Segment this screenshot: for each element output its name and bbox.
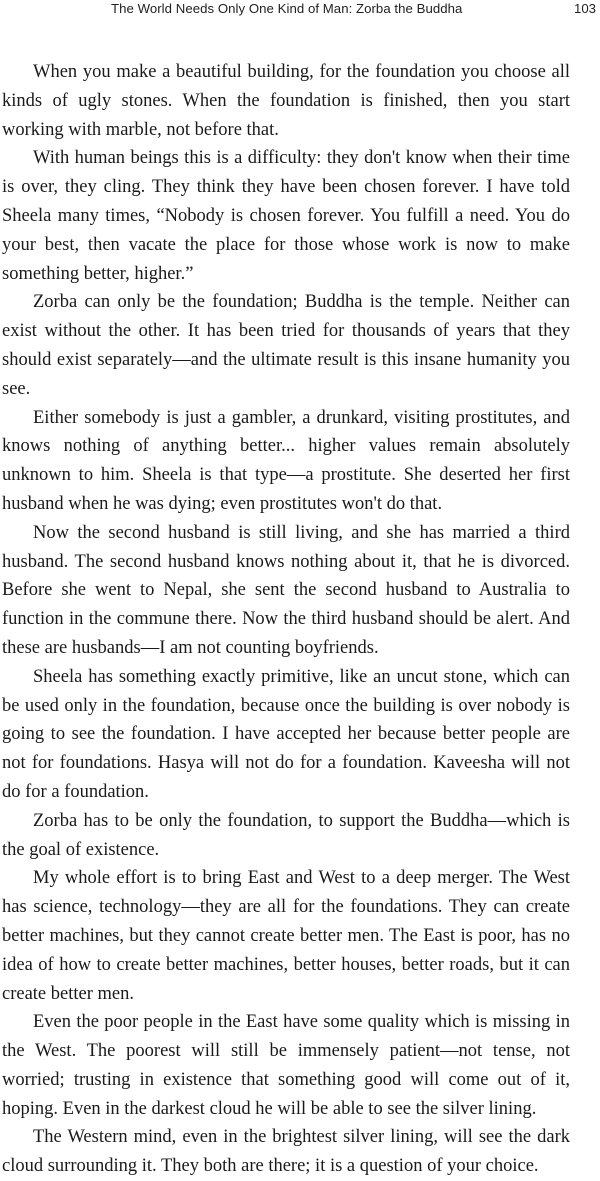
paragraph-2: With human beings this is a difficulty: they don't know when their time is over, they cling. They think they have been chosen forever. I have told Sheela many times, “Nobody is chosen forever. You fulfill a need. You do your best, then vacate the place for those whose work is now to make something better, higher.” — [2, 148, 570, 284]
paragraph-5: Now the second husband is still living, and she has married a third husband. The second husband knows nothing about it, that he is divorced. Before she went to Nepal, she sent the second husband to Australia to function in the commune there. Now the third husband should be alert. And these are husbands—I am not counting boyfriends. — [2, 522, 570, 658]
body-text — [2, 58, 570, 1181]
running-title: The World Needs Only One Kind of Man: Zorba the Buddha — [111, 1, 463, 16]
paragraph-9: Even the poor people in the East have some quality which is missing in the West. The poorest will still be immensely patient—not tense, not worried; trusting in existence that something good will come out of it, hoping. Even in the darkest cloud he will be able to see the silver lining. — [2, 1012, 570, 1119]
paragraph-7: Zorba has to be only the foundation, to support the Buddha—which is the goal of existence. — [2, 810, 570, 860]
paragraph-4: Either somebody is just a gambler, a drunkard, visiting prostitutes, and knows nothing of anything better... higher values remain absolutely unknown to him. Sheela is that type—a prostitute. She deserted her first husband when he was dying; even prostitutes won't do that. — [2, 407, 570, 514]
running-header — [0, 0, 600, 22]
paragraph-3: Zorba can only be the foundation; Buddha is the temple. Neither can exist without the other. It has been tried for thousands of years that they should exist separately—and the ultimate result is this insane humanity you see. — [2, 292, 570, 399]
page-number: 103 — [574, 1, 597, 16]
paragraph-10: The Western mind, even in the brightest silver lining, will see the dark cloud surrounding it. They both are there; it is a question of your choice. — [2, 1127, 570, 1177]
paragraph-8: My whole effort is to bring East and West to a deep merger. The West has science, technology—they are all for the foundations. They can create better machines, but they cannot create better men. The East is poor, has no idea of how to create better machines, better houses, better roads, but it can create better men. — [2, 868, 570, 1004]
paragraph-1: When you make a beautiful building, for the foundation you choose all kinds of ugly stones. When the foundation is finished, then you start working with marble, not before that. — [2, 62, 570, 140]
paragraph-6: Sheela has something exactly primitive, like an uncut stone, which can be used only in the foundation, because once the building is over nobody is going to see the foundation. I have accepted her because better people are not for foundations. Hasya will not do for a foundation. Kaveesha will not do for a foundation. — [2, 666, 570, 802]
